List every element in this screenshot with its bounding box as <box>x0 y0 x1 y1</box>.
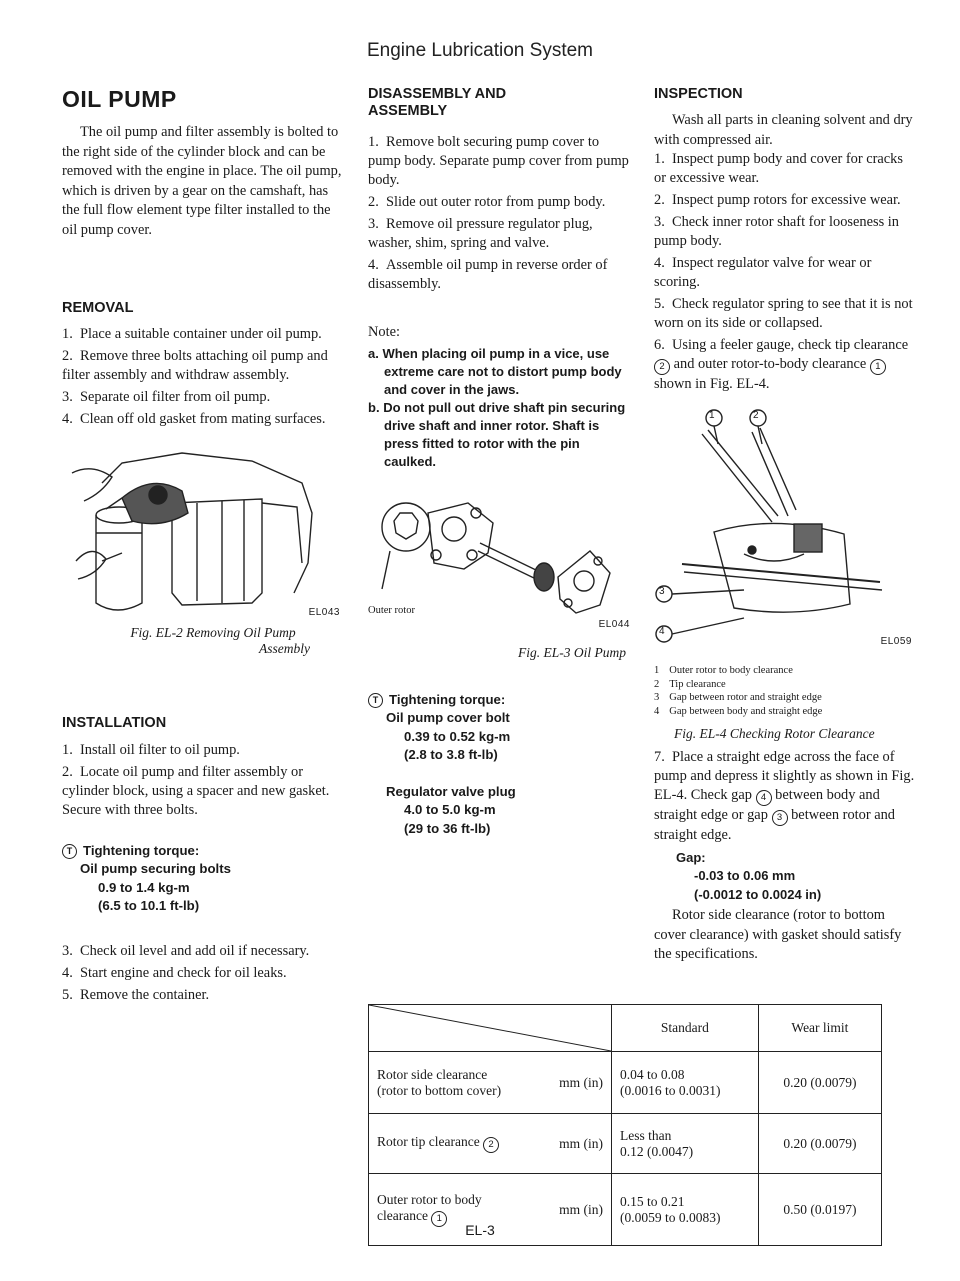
note-title: Note: <box>368 323 400 340</box>
torque-imperial: (6.5 to 10.1 ft-lb) <box>98 898 200 914</box>
oil-pump-title: OIL PUMP <box>62 86 177 112</box>
table-header-wear-limit: Wear limit <box>758 1005 881 1052</box>
inspection-step: 4. Inspect regulator valve for wear or scoring. <box>654 255 872 291</box>
removal-step: 1. Place a suitable container under oil pump. <box>62 326 322 343</box>
torque-label: Tightening torque: <box>389 691 506 707</box>
torque-icon: T <box>368 693 383 708</box>
table-cell-item: Rotor tip clearance 2 mm (in) <box>369 1114 612 1174</box>
figure-caption: Fig. EL-3 Oil Pump <box>518 644 626 660</box>
final-step: 3. Check oil level and add oil if necessary. <box>62 942 310 959</box>
removal-step: 3. Separate oil filter from oil pump. <box>62 389 271 406</box>
torque-item: Oil pump securing bolts <box>80 861 231 877</box>
diagonal-divider <box>369 1005 611 1051</box>
figure-el3 <box>368 493 630 633</box>
callout-2-icon: 2 <box>654 359 670 375</box>
figure-code: EL044 <box>598 618 630 630</box>
table-cell-standard: Less than 0.12 (0.0047) <box>612 1114 759 1174</box>
disassembly-steps <box>368 133 630 294</box>
callout-1-icon: 1 <box>870 359 886 375</box>
disassembly-step: 1. Remove bolt securing pump cover to pump body. Separate pump cover from pump body. <box>368 133 629 188</box>
figure-code: EL043 <box>308 607 340 619</box>
callout-3-label: 3 <box>659 586 665 598</box>
installation-step: 1. Install oil filter to oil pump. <box>62 741 240 758</box>
note-item-b: b. Do not pull out drive shaft pin securing drive shaft and inner rotor. Shaft is press fitted to rotor with the pin caulked. <box>368 399 626 469</box>
table-cell-item: Outer rotor to body clearance 1 mm (in) <box>369 1174 612 1246</box>
torque-icon: T <box>62 844 77 859</box>
callout-1-label: 1 <box>709 410 715 422</box>
disassembly-step: 4. Assemble oil pump in reverse order of disassembly. <box>368 256 608 292</box>
removal-steps <box>62 325 344 429</box>
table-cell-item: Rotor side clearance (rotor to bottom cover) mm (in) <box>369 1052 612 1114</box>
figure-caption: Fig. EL-4 Checking Rotor Clearance <box>674 726 875 742</box>
removal-step: 4. Clean off old gasket from mating surfaces. <box>62 411 326 428</box>
clearance-spec-table <box>368 1004 882 1246</box>
torque-imperial: (2.8 to 3.8 ft-lb) <box>404 747 498 763</box>
installation-steps <box>62 741 344 820</box>
middle-column <box>368 86 630 838</box>
callout-1-icon: 1 <box>431 1211 447 1227</box>
inspection-steps <box>654 150 916 394</box>
right-column <box>654 86 916 965</box>
figure-caption-line2: Assembly <box>259 641 310 657</box>
gap-metric: -0.03 to 0.06 mm <box>694 868 796 884</box>
installation-title: INSTALLATION <box>62 715 167 732</box>
side-clearance-text: Rotor side clearance (rotor to bottom cover clearance) with gasket should satisfy the specifications. <box>654 907 902 963</box>
legend-item: 1 Outer rotor to body clearance <box>654 665 793 677</box>
inspection-step: 3. Check inner rotor shaft for looseness in pump body. <box>654 214 899 250</box>
inspection-step: 5. Check regulator spring to see that it is not worn on its side or collapsed. <box>654 296 913 332</box>
figure-legend <box>654 664 916 718</box>
table-cell-standard: 0.04 to 0.08 (0.0016 to 0.0031) <box>612 1052 759 1114</box>
figure-code: EL059 <box>880 636 912 648</box>
inspection-step: 7. Place a straight edge across the face of pump and depress it slightly as shown in Fig. EL-4. Check gap 4 between body and straight edge or gap 3 between rotor and straight edge. <box>654 749 915 843</box>
page-header: Engine Lubrication System <box>366 40 593 61</box>
feeler-gauge-illustration <box>654 404 916 664</box>
legend-item: 3 Gap between rotor and straight edge <box>654 692 822 704</box>
note-item-a: a. When placing oil pump in a vice, use extreme care not to distort pump body and cover in the jaws. <box>368 345 622 397</box>
legend-item: 2 Tip clearance <box>654 678 726 690</box>
oil-pump-removal-illustration <box>62 443 344 625</box>
torque-metric: 0.39 to 0.52 kg-m <box>404 728 511 744</box>
table-row <box>369 1114 882 1174</box>
figure-el4 <box>654 404 916 664</box>
table-header-row <box>369 1005 882 1052</box>
figure-caption: Fig. EL-2 Removing Oil Pump <box>130 625 296 641</box>
inspection-step: 1. Inspect pump body and cover for cracks or excessive wear. <box>654 151 903 187</box>
legend-item: 4 Gap between body and straight edge <box>654 705 823 717</box>
table-cell-limit: 0.50 (0.0197) <box>758 1174 881 1246</box>
torque-metric: 0.9 to 1.4 kg-m <box>98 879 190 895</box>
torque-metric: 4.0 to 5.0 kg-m <box>404 802 496 818</box>
inspection-intro: Wash all parts in cleaning solvent and dry with compressed air. <box>654 112 913 148</box>
removal-title: REMOVAL <box>62 300 134 316</box>
torque-spec-cover <box>368 691 630 839</box>
final-step: 4. Start engine and check for oil leaks. <box>62 964 287 981</box>
table-corner-cell <box>369 1005 612 1052</box>
inspection-step: 2. Inspect pump rotors for excessive wear. <box>654 192 901 209</box>
final-step: 5. Remove the container. <box>62 986 210 1003</box>
callout-4-label: 4 <box>659 626 665 638</box>
callout-3-icon: 3 <box>772 810 788 826</box>
page-number: EL-3 <box>465 1222 495 1238</box>
inspection-step-7 <box>654 748 916 845</box>
outer-rotor-label: Outer rotor <box>368 604 415 616</box>
torque-item: Oil pump cover bolt <box>386 710 510 726</box>
torque-label: Tightening torque: <box>83 842 200 858</box>
inspection-title: INSPECTION <box>654 86 743 102</box>
removal-step: 2. Remove three bolts attaching oil pump and filter assembly and withdraw assembly. <box>62 348 328 384</box>
table-cell-limit: 0.20 (0.0079) <box>758 1052 881 1114</box>
callout-4-icon: 4 <box>756 790 772 806</box>
oil-pump-intro: The oil pump and filter assembly is bolted to the right side of the cylinder block and can be removed with the engine in place. The oil pump, which is driven by a gear on the camshaft, has the full flow element type filter installed to the oil pump cover. <box>62 124 342 238</box>
figure-el2 <box>62 443 344 625</box>
callout-2-label: 2 <box>753 410 759 422</box>
disassembly-step: 2. Slide out outer rotor from pump body. <box>368 193 606 210</box>
left-column <box>62 86 344 1008</box>
callout-2-icon: 2 <box>483 1137 499 1153</box>
final-steps <box>62 942 344 1005</box>
torque-spec-securing-bolts <box>62 842 344 916</box>
gap-spec <box>654 849 916 905</box>
table-cell-limit: 0.20 (0.0079) <box>758 1114 881 1174</box>
installation-step: 2. Locate oil pump and filter assembly or cylinder block, using a spacer and new gasket. Secure with three bolts. <box>62 763 330 818</box>
disassembly-step: 3. Remove oil pressure regulator plug, washer, shim, spring and valve. <box>368 215 593 251</box>
table-header-standard: Standard <box>612 1005 759 1052</box>
table-cell-standard: 0.15 to 0.21 (0.0059 to 0.0083) <box>612 1174 759 1246</box>
inspection-step: 6. Using a feeler gauge, check tip clearance 2 and outer rotor-to-body clearance 1 shown in Fig. EL-4. <box>654 337 909 393</box>
disassembly-title: DISASSEMBLY AND ASSEMBLY <box>368 86 507 120</box>
torque-item: Regulator valve plug <box>386 783 516 799</box>
torque-imperial: (29 to 36 ft-lb) <box>404 820 491 836</box>
table-row <box>369 1052 882 1114</box>
gap-imperial: (-0.0012 to 0.0024 in) <box>694 886 822 902</box>
gap-label: Gap: <box>676 849 706 865</box>
